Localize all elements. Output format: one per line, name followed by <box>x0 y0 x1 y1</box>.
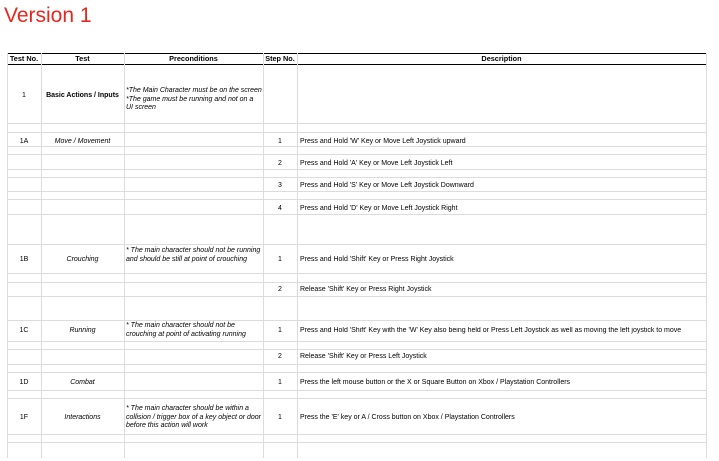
row-line <box>7 320 707 321</box>
page-title: Version 1 <box>4 4 92 27</box>
step-description-cell: Press and Hold 'Shift' Key or Press Right Joystick <box>300 256 454 263</box>
row-line <box>7 154 707 155</box>
header-description: Description <box>481 54 522 63</box>
row-line <box>7 364 707 365</box>
step-no-cell: 2 <box>278 286 282 293</box>
test-no-cell: 1B <box>19 256 29 263</box>
test-no-cell: 1C <box>19 327 29 334</box>
step-description-cell: Press the 'E' key or A / Cross button on Xbox / Playstation Controllers <box>300 414 515 421</box>
step-description-cell: Press and Hold 'S' Key or Move Left Joystick Downward <box>300 182 474 189</box>
row-line <box>7 214 707 215</box>
row-line <box>7 390 707 391</box>
step-description-cell: Press and Hold 'D' Key or Move Left Joystick Right <box>300 205 458 212</box>
table-top-border <box>7 53 707 54</box>
row-line <box>7 398 707 399</box>
test-name-cell: Move / Movement <box>54 138 111 145</box>
precondition-cell: * The main character should not be running and should be still at point of crouching <box>126 247 261 263</box>
row-line <box>7 349 707 350</box>
row-line <box>7 177 707 178</box>
precondition-cell: * The main character should not be crouching at point of activating running <box>126 322 246 338</box>
test-name-cell: Crouching <box>66 256 99 263</box>
header-bottom-border <box>7 64 707 65</box>
step-description-cell: Release 'Shift' Key or Press Right Joystick <box>300 286 432 293</box>
step-no-cell: 1 <box>278 379 282 386</box>
header-step-no: Step No. <box>265 54 295 63</box>
row-line <box>7 169 707 170</box>
test-no-cell: 1A <box>19 138 29 145</box>
step-no-cell: 3 <box>278 182 282 189</box>
step-no-cell: 1 <box>278 138 282 145</box>
step-description-cell: Press and Hold 'A' Key or Move Left Joystick Left <box>300 160 453 167</box>
step-description-cell: Press and Hold 'Shift' Key with the 'W' Key also being held or Press Left Joystick as well as moving the left joystick to move <box>300 327 682 334</box>
step-no-cell: 4 <box>278 205 282 212</box>
row-line <box>7 282 707 283</box>
test-name-cell: Combat <box>70 379 95 386</box>
precondition-cell: *The Main Character must be on the screen *The game must be running and not on a UI screen <box>126 87 262 111</box>
header-test: Test <box>75 54 90 63</box>
test-name-cell: Interactions <box>64 414 101 421</box>
test-no-cell: 1F <box>19 414 29 421</box>
row-line <box>7 341 707 342</box>
step-description-cell: Press the left mouse button or the X or Square Button on Xbox / Playstation Controllers <box>300 379 571 386</box>
header-preconditions: Preconditions <box>169 54 218 63</box>
row-line <box>7 244 707 245</box>
col-line <box>297 53 298 458</box>
row-line <box>7 191 707 192</box>
test-name-cell: Running <box>69 327 96 334</box>
col-line <box>124 53 125 458</box>
test-no-cell: 1 <box>22 92 26 99</box>
col-line <box>706 53 707 458</box>
test-name-cell: Basic Actions / Inputs <box>46 92 119 99</box>
step-description-cell: Press and Hold 'W' Key or Move Left Joystick upward <box>300 138 466 145</box>
row-line <box>7 434 707 435</box>
row-line <box>7 372 707 373</box>
test-no-cell: 1D <box>19 379 29 386</box>
step-no-cell: 2 <box>278 160 282 167</box>
test-case-table <box>7 53 707 458</box>
step-no-cell: 1 <box>278 327 282 334</box>
step-description-cell: Release 'Shift' Key or Press Left Joystick <box>300 353 427 360</box>
row-line <box>7 199 707 200</box>
header-test-no: Test No. <box>9 54 39 63</box>
row-line <box>7 123 707 124</box>
row-line <box>7 296 707 297</box>
row-line <box>7 273 707 274</box>
row-line <box>7 132 707 133</box>
row-line <box>7 442 707 443</box>
step-no-cell: 2 <box>278 353 282 360</box>
step-no-cell: 1 <box>278 256 282 263</box>
step-no-cell: 1 <box>278 414 282 421</box>
precondition-cell: * The main character should be within a collision / trigger box of a key object or door before this action will work <box>126 405 262 429</box>
